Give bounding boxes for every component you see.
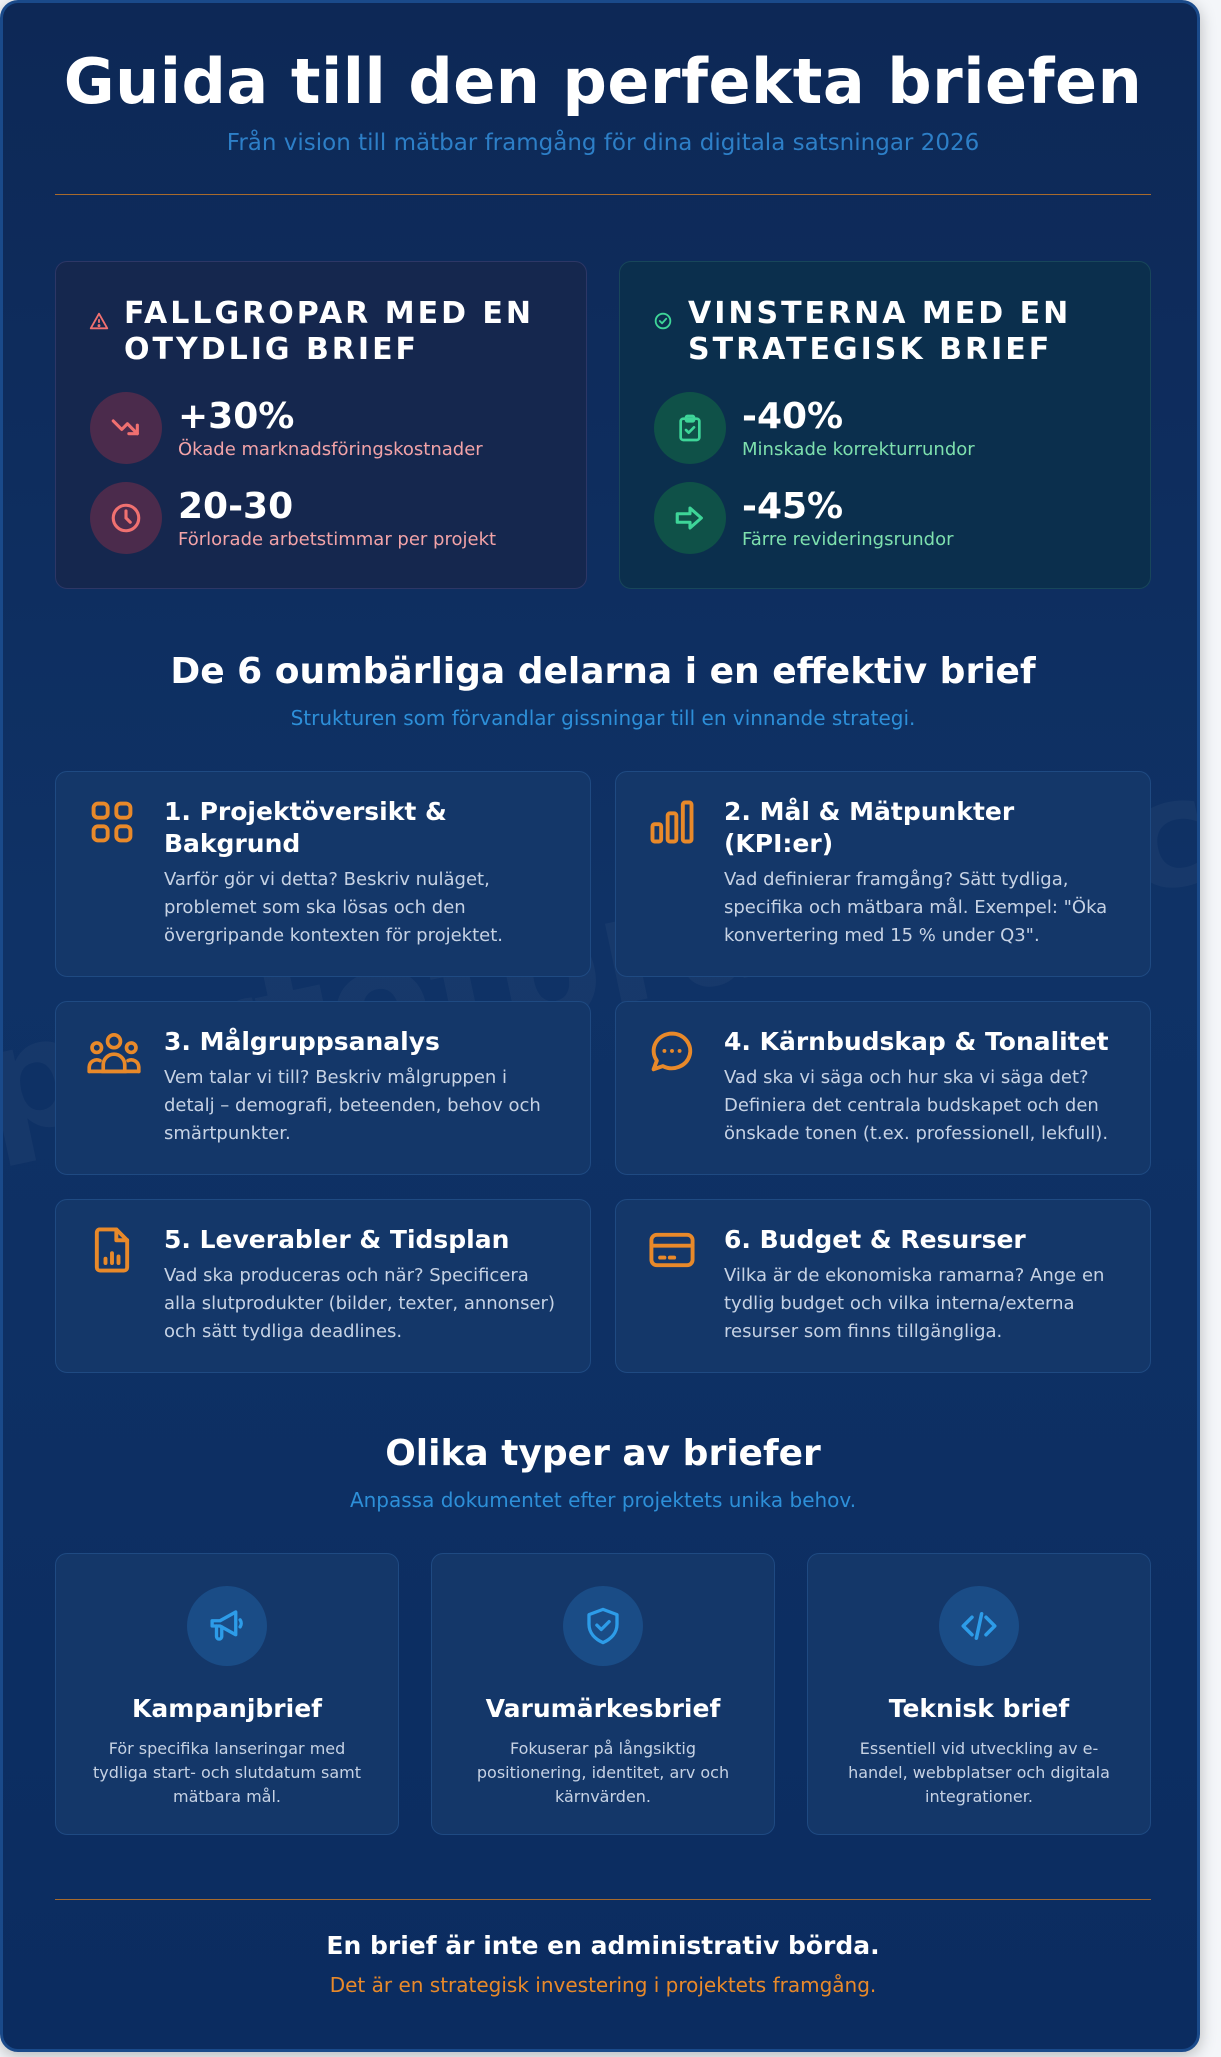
stat-value: -45% [742, 485, 844, 527]
part-card-audience [55, 1001, 591, 1175]
stat-label: Minskade korrekturrundor [742, 438, 975, 460]
part-title: 2. Mål & Mätpunkter (KPI:er) [724, 797, 1015, 858]
part-title: 6. Budget & Resurser [724, 1225, 1026, 1254]
part-card-overview [55, 771, 591, 977]
stat-label: Förlorade arbetstimmar per projekt [178, 528, 497, 550]
type-card-campaign [55, 1553, 399, 1835]
pitfall-stat [88, 392, 554, 464]
type-card-technical [807, 1553, 1151, 1835]
pitfalls-panel [55, 261, 587, 589]
wins-panel [619, 261, 1151, 589]
clipboard-check-icon [654, 392, 726, 464]
part-card-budget [615, 1199, 1151, 1373]
win-stat [652, 482, 1118, 554]
footer-title: En brief är inte en administrativ börda. [326, 1931, 880, 1960]
part-description: Vad ska produceras och när? Specificera alla slutprodukter (bilder, texter, annonser) och sätt tydliga deadlines. [164, 1265, 555, 1342]
part-card-goals [615, 771, 1151, 977]
part-description: Vad definierar framgång? Sätt tydliga, specifika och mätbara mål. Exempel: "Öka konvertering med 15 % under Q3". [724, 869, 1108, 946]
part-description: Varför gör vi detta? Beskriv nuläget, problemet som ska lösas och den övergripande kontexten för projektet. [164, 869, 503, 946]
parts-section-title: De 6 oumbärliga delarna i en effektiv brief [170, 651, 1036, 692]
clock-icon [90, 482, 162, 554]
trend-down-icon [90, 392, 162, 464]
part-title: 3. Målgruppsanalys [164, 1027, 440, 1056]
shield-check-icon [563, 1586, 643, 1666]
stat-label: Ökade marknadsföringskostnader [178, 438, 483, 460]
win-stat [652, 392, 1118, 464]
part-title: 4. Kärnbudskap & Tonalitet [724, 1027, 1109, 1056]
stat-value: -40% [742, 395, 844, 437]
arrow-right-icon [654, 482, 726, 554]
part-card-deliverables [55, 1199, 591, 1373]
header-divider [55, 194, 1151, 195]
type-title: Kampanjbrief [131, 1694, 323, 1723]
warning-icon [88, 310, 110, 332]
code-icon [939, 1586, 1019, 1666]
pitfalls-title: FALLGROPAR MED EN OTYDLIG BRIEF [124, 296, 535, 367]
file-chart-icon [86, 1224, 138, 1276]
types-section-title: Olika typer av briefer [385, 1433, 821, 1474]
type-description: Fokuserar på långsiktig positionering, identitet, arv och kärnvärden. [476, 1739, 730, 1806]
megaphone-icon [187, 1586, 267, 1666]
stat-value: +30% [178, 395, 295, 437]
check-circle-icon [652, 310, 674, 332]
grid-icon [86, 796, 138, 848]
type-description: För specifika lanseringar med tydliga start- och slutdatum samt mätbara mål. [92, 1739, 361, 1806]
stat-label: Färre revideringsrundor [742, 528, 954, 550]
credit-card-icon [646, 1224, 698, 1276]
stat-value: 20-30 [178, 485, 294, 527]
part-title: 5. Leverabler & Tidsplan [164, 1225, 510, 1254]
footer-divider [55, 1899, 1151, 1900]
chat-bubble-icon [646, 1026, 698, 1078]
header [3, 45, 1200, 156]
parts-section-subtitle: Strukturen som förvandlar gissningar till en vinnande strategi. [290, 706, 916, 730]
type-card-brand [431, 1553, 775, 1835]
users-icon [86, 1026, 138, 1078]
type-title: Varumärkesbrief [485, 1694, 721, 1723]
part-description: Vilka är de ekonomiska ramarna? Ange en tydlig budget och vilka interna/externa resurser som finns tillgängliga. [724, 1265, 1105, 1342]
bar-chart-icon [646, 796, 698, 848]
part-title: 1. Projektöversikt & Bakgrund [164, 797, 447, 858]
part-description: Vad ska vi säga och hur ska vi säga det? Definiera det centrala budskapet och den önskade tonen (t.ex. professionell, lekfull). [724, 1067, 1109, 1144]
types-section-subtitle: Anpassa dokumentet efter projektets unika behov. [349, 1488, 857, 1512]
footer-subtitle: Det är en strategisk investering i projektets framgång. [329, 1973, 877, 1997]
wins-title: VINSTERNA MED EN STRATEGISK BRIEF [688, 296, 1072, 367]
part-card-message [615, 1001, 1151, 1175]
type-description: Essentiell vid utveckling av e-handel, webbplatser och digitala integrationer. [848, 1739, 1110, 1806]
type-title: Teknisk brief [888, 1694, 1070, 1723]
page-title: Guida till den perfekta briefen [63, 45, 1143, 118]
page-subtitle: Från vision till mätbar framgång för dina digitala satsningar 2026 [226, 130, 980, 156]
part-description: Vem talar vi till? Beskriv målgruppen i detalj – demografi, beteenden, behov och smärtpunkter. [164, 1067, 541, 1144]
pitfall-stat [88, 482, 554, 554]
